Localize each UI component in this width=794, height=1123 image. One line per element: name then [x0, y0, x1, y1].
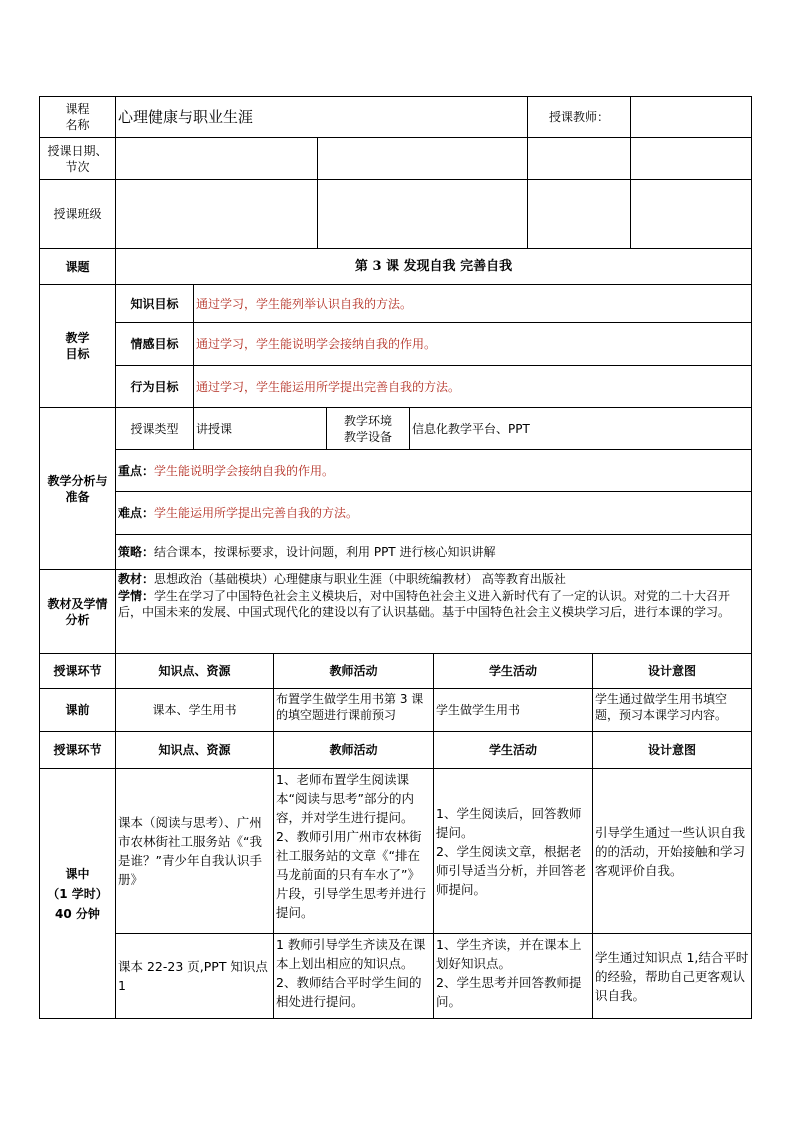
- header-knowledge: 知识点、资源: [115, 653, 274, 689]
- pre-class-teacher: 布置学生做学生用书第 3 课的填空题进行课前预习: [273, 688, 434, 732]
- date-cell-4: [630, 137, 752, 180]
- materials-label: 教材及学情 分析: [39, 569, 116, 654]
- difficulty-value: 学生能运用所学提出完善自我的方法。: [154, 506, 359, 520]
- in-class-row1-design: 引导学生通过一些认识自我的的活动，开始接触和学习客观评价自我。: [592, 768, 752, 934]
- in-class-step: 课中 （1 学时） 40 分钟: [39, 768, 116, 1019]
- class-cell-3: [527, 179, 631, 249]
- environment-label: 教学环境 教学设备: [326, 407, 410, 450]
- goals-label: 教学 目标: [39, 284, 116, 408]
- pre-class-step: 课前: [39, 688, 116, 732]
- teacher-label: 授课教师：: [527, 96, 631, 138]
- in-class-row2-teacher: 1 教师引导学生齐读及在课本上划出相应的知识点。 2、教师结合平时学生间的相处进行提问。: [273, 933, 434, 1019]
- date-cell-1: [115, 137, 318, 180]
- header-knowledge-2: 知识点、资源: [115, 731, 274, 769]
- environment-value: 信息化教学平台、PPT: [409, 407, 752, 450]
- pre-class-design: 学生通过做学生用书填空题，预习本课学习内容。: [592, 688, 752, 732]
- class-cell-4: [630, 179, 752, 249]
- header-student-2: 学生活动: [433, 731, 593, 769]
- in-class-row2-design: 学生通过知识点 1,结合平时的经验，帮助自己更客观认识自我。: [592, 933, 752, 1019]
- header-teacher-2: 教师活动: [273, 731, 434, 769]
- student-analysis-value: 学生在学习了中国特色社会主义模块后，对中国特色社会主义进入新时代有了一定的认识。对党的二十大召开后，中国未来的发展、中国式现代化的建设以有了认识基础。基于中国特色社会主义模块学习后，进行本课的学习。: [118, 588, 731, 619]
- textbook-line: [118, 571, 749, 588]
- key-point-label: 重点：: [118, 463, 155, 478]
- strategy-value: 结合课本，按课标要求，设计问题，利用 PPT 进行核心知识讲解: [154, 545, 496, 559]
- header-student: 学生活动: [433, 653, 593, 689]
- header-step: 授课环节: [39, 653, 116, 689]
- strategy-row: [115, 534, 752, 570]
- student-analysis: [118, 588, 749, 621]
- date-label: 授课日期、 节次: [39, 137, 116, 180]
- difficulty-label: 难点：: [118, 506, 155, 520]
- in-class-row1-student: 1、学生阅读后，回答教师提问。 2、学生阅读文章，根据老师引导适当分析，并回答老师提问。: [433, 768, 593, 934]
- key-point-value: 学生能说明学会接纳自我的作用。: [154, 463, 335, 478]
- difficulty-row: [115, 491, 752, 535]
- in-class-row1-knowledge: 课本（阅读与思考）、广州市农林街社工服务站《“我是谁？”青少年自我认识手册》: [115, 768, 274, 934]
- class-label: 授课班级: [39, 179, 116, 249]
- behavior-goal-label: 行为目标: [115, 365, 194, 408]
- topic-value: 第 3 课 发现自我 完善自我: [115, 248, 752, 285]
- in-class-row1-teacher: 1、老师布置学生阅读课本“阅读与思考”部分的内容，并对学生进行提问。 2、教师引用广州市农林街社工服务站的文章《“排在马龙前面的只有车水了”》片段，引导学生思考并进行提问。: [273, 768, 434, 934]
- lesson-type-value: 讲授课: [193, 407, 327, 450]
- pre-class-knowledge: 课本、学生用书: [115, 688, 274, 732]
- in-class-row2-student: 1、学生齐读，并在课本上划好知识点。 2、学生思考并回答教师提问。: [433, 933, 593, 1019]
- course-name-label: 课程 名称: [39, 96, 116, 138]
- textbook-value: 思想政治（基础模块）心理健康与职业生涯（中职统编教材） 高等教育出版社: [154, 572, 566, 586]
- analysis-label: 教学分析与 准备: [39, 407, 116, 570]
- date-cell-3: [527, 137, 631, 180]
- teacher-value: [630, 96, 752, 138]
- pre-class-student: 学生做学生用书: [433, 688, 593, 732]
- header-teacher: 教师活动: [273, 653, 434, 689]
- class-cell-2: [317, 179, 528, 249]
- header-design-2: 设计意图: [592, 731, 752, 769]
- class-cell-1: [115, 179, 318, 249]
- knowledge-goal-value: 通过学习，学生能列举认识自我的方法。: [193, 284, 752, 323]
- behavior-goal-value: 通过学习，学生能运用所学提出完善自我的方法。: [193, 365, 752, 408]
- header-step-2: 授课环节: [39, 731, 116, 769]
- materials-content: [115, 569, 752, 654]
- textbook-label: 教材：: [118, 572, 155, 586]
- date-cell-2: [317, 137, 528, 180]
- knowledge-goal-label: 知识目标: [115, 284, 194, 323]
- emotion-goal-label: 情感目标: [115, 322, 194, 366]
- key-point-row: [115, 449, 752, 492]
- emotion-goal-value: 通过学习，学生能说明学会接纳自我的作用。: [193, 322, 752, 366]
- course-name-value: 心理健康与职业生涯: [115, 96, 528, 138]
- topic-label: 课题: [39, 248, 116, 285]
- lesson-type-label: 授课类型: [115, 407, 194, 450]
- student-analysis-label: 学情：: [118, 588, 155, 603]
- strategy-label: 策略：: [118, 545, 155, 559]
- in-class-row2-knowledge: 课本 22-23 页,PPT 知识点 1: [115, 933, 274, 1019]
- header-design: 设计意图: [592, 653, 752, 689]
